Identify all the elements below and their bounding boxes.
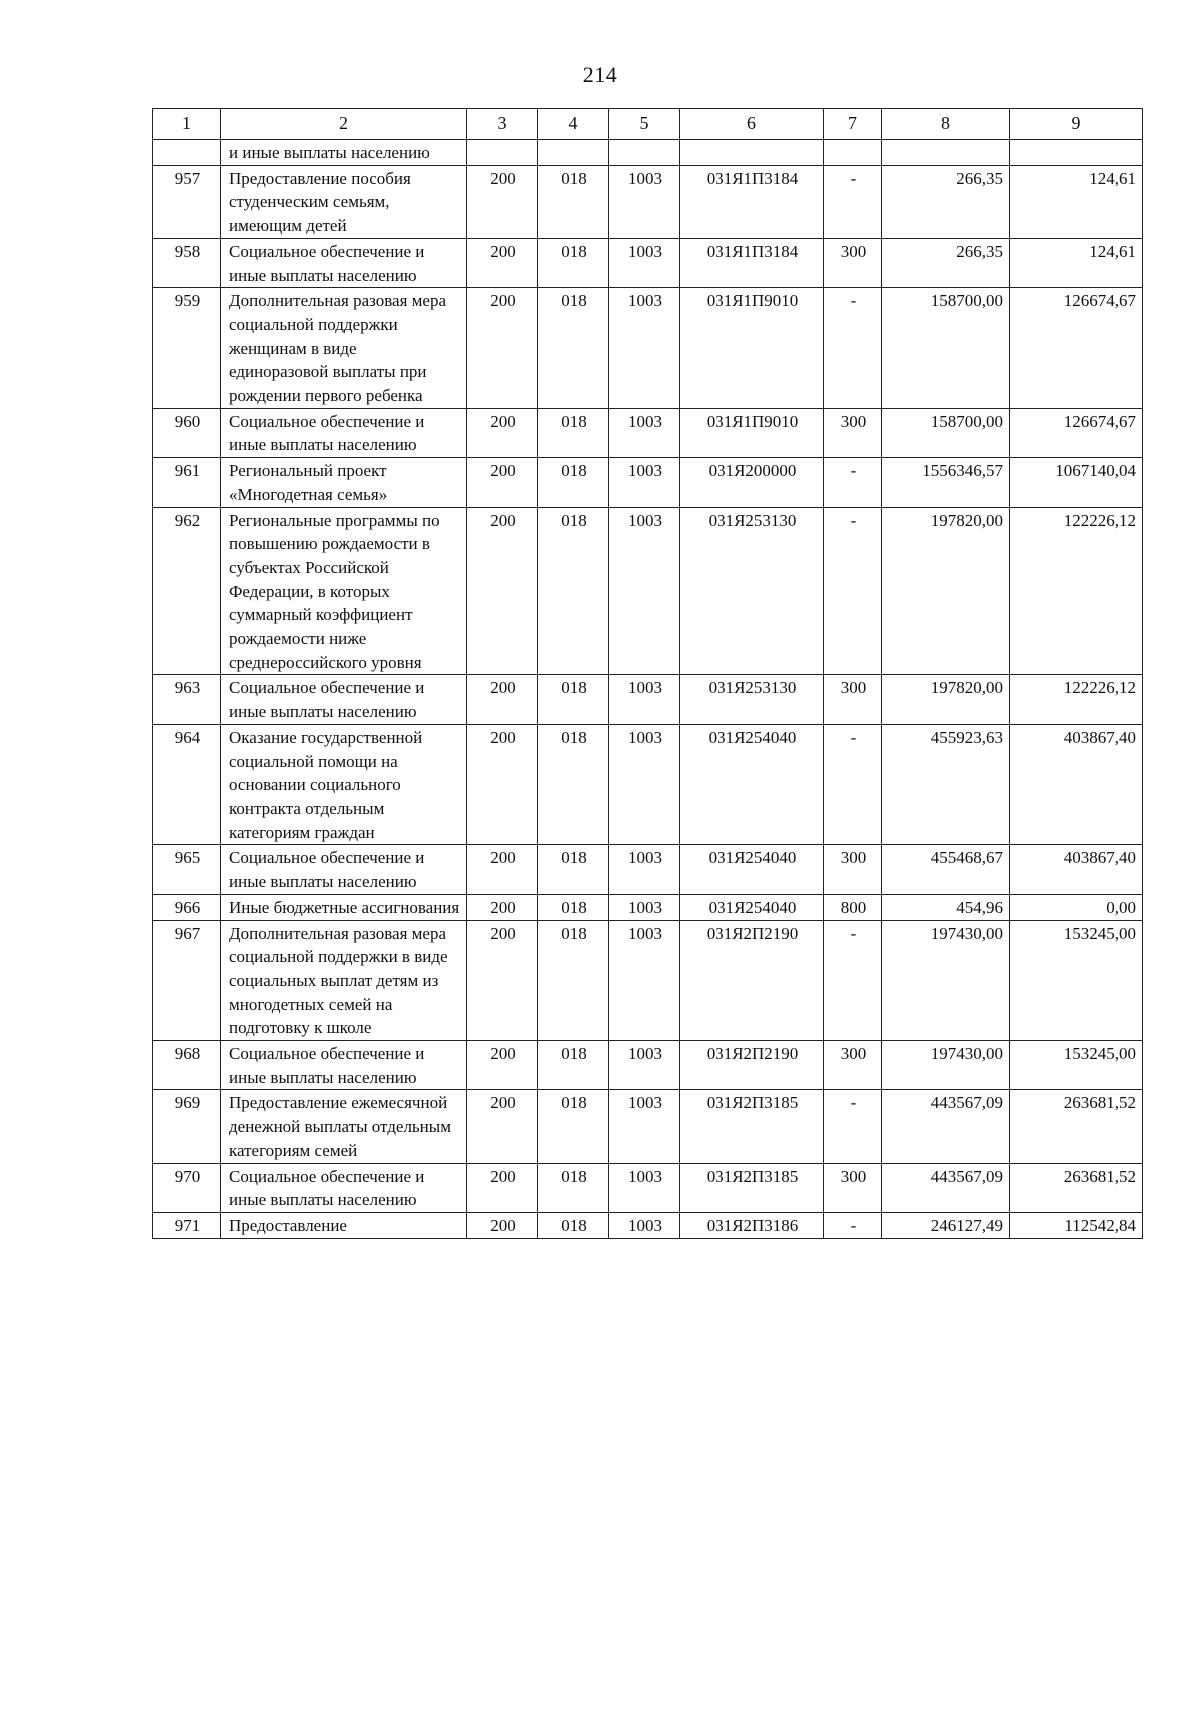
planned-amount-cell: 455468,67 (882, 845, 1010, 894)
executed-amount-cell: 112542,84 (1010, 1212, 1143, 1238)
column-header: 6 (680, 109, 824, 140)
target-article-cell: 031Я254040 (680, 845, 824, 894)
section-code-cell: 018 (538, 1163, 609, 1212)
executed-amount-cell: 126674,67 (1010, 288, 1143, 409)
column-header: 1 (153, 109, 221, 140)
section-code-cell: 018 (538, 288, 609, 409)
expense-type-cell: 300 (824, 1163, 882, 1212)
table-row (153, 845, 1143, 894)
row-number-cell: 965 (153, 845, 221, 894)
expense-type-cell: 300 (824, 845, 882, 894)
table-row (153, 238, 1143, 287)
planned-amount-cell: 158700,00 (882, 408, 1010, 457)
planned-amount-cell: 197820,00 (882, 675, 1010, 724)
row-number-cell (153, 140, 221, 166)
section-code-cell: 018 (538, 238, 609, 287)
executed-amount-cell: 403867,40 (1010, 845, 1143, 894)
planned-amount-cell: 158700,00 (882, 288, 1010, 409)
item-name-cell: Социальное обеспечение и иные выплаты населению (221, 1041, 467, 1090)
row-number-cell: 970 (153, 1163, 221, 1212)
table-row (153, 920, 1143, 1041)
item-name-cell: Региональные программы по повышению рождаемости в субъектах Российской Федерации, в которых суммарный коэффициент рождаемости ниже среднероссийского уровня (221, 507, 467, 675)
target-article-cell: 031Я253130 (680, 675, 824, 724)
item-name-cell: Социальное обеспечение и иные выплаты населению (221, 238, 467, 287)
executed-amount-cell: 122226,12 (1010, 675, 1143, 724)
table-row (153, 675, 1143, 724)
target-article-cell: 031Я2П2190 (680, 1041, 824, 1090)
planned-amount-cell: 454,96 (882, 894, 1010, 920)
item-name-cell: Дополнительная разовая мера социальной поддержки в виде социальных выплат детям из многодетных семей на подготовку к школе (221, 920, 467, 1041)
row-number-cell: 967 (153, 920, 221, 1041)
target-article-cell: 031Я2П3185 (680, 1090, 824, 1163)
subsection-code-cell (609, 140, 680, 166)
executed-amount-cell: 122226,12 (1010, 507, 1143, 675)
target-article-cell: 031Я1П3184 (680, 238, 824, 287)
expense-type-cell (824, 140, 882, 166)
section-code-cell: 018 (538, 458, 609, 507)
column-header: 3 (467, 109, 538, 140)
item-name-cell: Оказание государственной социальной помощи на основании социального контракта отдельным категориям граждан (221, 724, 467, 845)
section-code-cell: 018 (538, 894, 609, 920)
table-row (153, 507, 1143, 675)
table-row (153, 1163, 1143, 1212)
table-row (153, 894, 1143, 920)
section-code-cell: 018 (538, 408, 609, 457)
ministry-code-cell: 200 (467, 238, 538, 287)
target-article-cell: 031Я1П9010 (680, 288, 824, 409)
table-row (153, 1041, 1143, 1090)
table-row (153, 165, 1143, 238)
ministry-code-cell: 200 (467, 894, 538, 920)
row-number-cell: 962 (153, 507, 221, 675)
expense-type-cell: - (824, 920, 882, 1041)
target-article-cell: 031Я2П2190 (680, 920, 824, 1041)
row-number-cell: 959 (153, 288, 221, 409)
planned-amount-cell: 443567,09 (882, 1163, 1010, 1212)
planned-amount-cell: 246127,49 (882, 1212, 1010, 1238)
table-row (153, 1090, 1143, 1163)
section-code-cell: 018 (538, 845, 609, 894)
row-number-cell: 961 (153, 458, 221, 507)
subsection-code-cell: 1003 (609, 507, 680, 675)
subsection-code-cell: 1003 (609, 724, 680, 845)
ministry-code-cell: 200 (467, 408, 538, 457)
item-name-cell: Дополнительная разовая мера социальной поддержки женщинам в виде единоразовой выплаты при рождении первого ребенка (221, 288, 467, 409)
subsection-code-cell: 1003 (609, 238, 680, 287)
planned-amount-cell: 266,35 (882, 165, 1010, 238)
column-header: 8 (882, 109, 1010, 140)
subsection-code-cell: 1003 (609, 920, 680, 1041)
target-article-cell: 031Я254040 (680, 724, 824, 845)
ministry-code-cell: 200 (467, 507, 538, 675)
subsection-code-cell: 1003 (609, 288, 680, 409)
section-code-cell: 018 (538, 507, 609, 675)
section-code-cell: 018 (538, 920, 609, 1041)
subsection-code-cell: 1003 (609, 845, 680, 894)
subsection-code-cell: 1003 (609, 1163, 680, 1212)
executed-amount-cell: 403867,40 (1010, 724, 1143, 845)
ministry-code-cell: 200 (467, 458, 538, 507)
item-name-cell: Социальное обеспечение и иные выплаты населению (221, 408, 467, 457)
row-number-cell: 964 (153, 724, 221, 845)
row-number-cell: 963 (153, 675, 221, 724)
executed-amount-cell (1010, 140, 1143, 166)
executed-amount-cell: 124,61 (1010, 238, 1143, 287)
section-code-cell: 018 (538, 675, 609, 724)
section-code-cell: 018 (538, 1212, 609, 1238)
subsection-code-cell: 1003 (609, 675, 680, 724)
table-row (153, 458, 1143, 507)
expense-type-cell: - (824, 1212, 882, 1238)
executed-amount-cell: 0,00 (1010, 894, 1143, 920)
section-code-cell: 018 (538, 165, 609, 238)
planned-amount-cell (882, 140, 1010, 166)
ministry-code-cell: 200 (467, 165, 538, 238)
item-name-cell: и иные выплаты населению (221, 140, 467, 166)
planned-amount-cell: 266,35 (882, 238, 1010, 287)
table-row (153, 408, 1143, 457)
executed-amount-cell: 1067140,04 (1010, 458, 1143, 507)
target-article-cell: 031Я1П3184 (680, 165, 824, 238)
subsection-code-cell: 1003 (609, 165, 680, 238)
item-name-cell: Предоставление ежемесячной денежной выплаты отдельным категориям семей (221, 1090, 467, 1163)
subsection-code-cell: 1003 (609, 458, 680, 507)
expense-type-cell: - (824, 507, 882, 675)
expense-type-cell: - (824, 458, 882, 507)
planned-amount-cell: 197430,00 (882, 1041, 1010, 1090)
expense-type-cell: 300 (824, 238, 882, 287)
ministry-code-cell: 200 (467, 675, 538, 724)
executed-amount-cell: 263681,52 (1010, 1090, 1143, 1163)
ministry-code-cell: 200 (467, 1212, 538, 1238)
expense-type-cell: - (824, 724, 882, 845)
ministry-code-cell: 200 (467, 724, 538, 845)
target-article-cell: 031Я2П3186 (680, 1212, 824, 1238)
item-name-cell: Предоставление пособия студенческим семьям, имеющим детей (221, 165, 467, 238)
item-name-cell: Региональный проект «Многодетная семья» (221, 458, 467, 507)
expense-type-cell: - (824, 288, 882, 409)
item-name-cell: Социальное обеспечение и иные выплаты населению (221, 1163, 467, 1212)
column-header: 2 (221, 109, 467, 140)
planned-amount-cell: 197430,00 (882, 920, 1010, 1041)
ministry-code-cell: 200 (467, 845, 538, 894)
target-article-cell: 031Я200000 (680, 458, 824, 507)
column-header: 5 (609, 109, 680, 140)
ministry-code-cell: 200 (467, 1163, 538, 1212)
column-header: 9 (1010, 109, 1143, 140)
target-article-cell: 031Я253130 (680, 507, 824, 675)
table-row (153, 724, 1143, 845)
executed-amount-cell: 126674,67 (1010, 408, 1143, 457)
executed-amount-cell: 263681,52 (1010, 1163, 1143, 1212)
executed-amount-cell: 153245,00 (1010, 920, 1143, 1041)
header-row (153, 109, 1143, 140)
row-number-cell: 968 (153, 1041, 221, 1090)
expense-type-cell: - (824, 1090, 882, 1163)
column-header: 4 (538, 109, 609, 140)
table-row (153, 288, 1143, 409)
target-article-cell: 031Я1П9010 (680, 408, 824, 457)
row-number-cell: 971 (153, 1212, 221, 1238)
column-header: 7 (824, 109, 882, 140)
table-body (153, 140, 1143, 1239)
expense-type-cell: 300 (824, 675, 882, 724)
row-number-cell: 960 (153, 408, 221, 457)
item-name-cell: Иные бюджетные ассигнования (221, 894, 467, 920)
planned-amount-cell: 455923,63 (882, 724, 1010, 845)
section-code-cell (538, 140, 609, 166)
expense-type-cell: - (824, 165, 882, 238)
row-number-cell: 969 (153, 1090, 221, 1163)
ministry-code-cell: 200 (467, 920, 538, 1041)
ministry-code-cell: 200 (467, 288, 538, 409)
executed-amount-cell: 153245,00 (1010, 1041, 1143, 1090)
planned-amount-cell: 1556346,57 (882, 458, 1010, 507)
target-article-cell (680, 140, 824, 166)
section-code-cell: 018 (538, 1090, 609, 1163)
expense-type-cell: 300 (824, 1041, 882, 1090)
item-name-cell: Социальное обеспечение и иные выплаты населению (221, 845, 467, 894)
row-number-cell: 966 (153, 894, 221, 920)
subsection-code-cell: 1003 (609, 1041, 680, 1090)
subsection-code-cell: 1003 (609, 1090, 680, 1163)
executed-amount-cell: 124,61 (1010, 165, 1143, 238)
planned-amount-cell: 443567,09 (882, 1090, 1010, 1163)
target-article-cell: 031Я254040 (680, 894, 824, 920)
target-article-cell: 031Я2П3185 (680, 1163, 824, 1212)
ministry-code-cell: 200 (467, 1041, 538, 1090)
section-code-cell: 018 (538, 724, 609, 845)
budget-table (152, 108, 1143, 1239)
table-row (153, 1212, 1143, 1238)
row-number-cell: 958 (153, 238, 221, 287)
ministry-code-cell: 200 (467, 1090, 538, 1163)
planned-amount-cell: 197820,00 (882, 507, 1010, 675)
item-name-cell: Социальное обеспечение и иные выплаты населению (221, 675, 467, 724)
item-name-cell: Предоставление (221, 1212, 467, 1238)
subsection-code-cell: 1003 (609, 1212, 680, 1238)
table-row (153, 140, 1143, 166)
expense-type-cell: 300 (824, 408, 882, 457)
subsection-code-cell: 1003 (609, 408, 680, 457)
ministry-code-cell (467, 140, 538, 166)
row-number-cell: 957 (153, 165, 221, 238)
page-number: 214 (582, 62, 618, 87)
expense-type-cell: 800 (824, 894, 882, 920)
subsection-code-cell: 1003 (609, 894, 680, 920)
section-code-cell: 018 (538, 1041, 609, 1090)
